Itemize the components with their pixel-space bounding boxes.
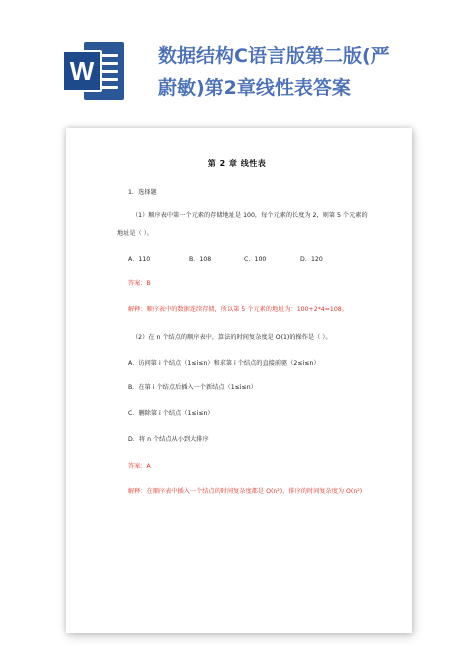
chapter-title: 第 2 章 线性表 bbox=[207, 159, 267, 168]
word-badge-letter: W bbox=[62, 50, 102, 92]
q1-explanation: 解释：顺序表中的数据连续存储，所以第 5 个元素的地址为：100+2*4=108。 bbox=[128, 306, 348, 313]
q1-option-a: A．110 bbox=[128, 256, 151, 263]
title-line-1: 数据结构C语言版第二版(严 bbox=[158, 45, 390, 67]
q1-option-d: D．120 bbox=[300, 256, 323, 263]
document-page bbox=[66, 128, 412, 633]
q2-text: （2）在 n 个结点的顺序表中，算法的时间复杂度是 O(1)的操作是（ ）。 bbox=[132, 334, 332, 341]
q1-answer: 答案：B bbox=[128, 280, 151, 287]
q2-option-b: B．在第 i 个结点后插入一个新结点（1≤i≤n） bbox=[128, 384, 257, 391]
q2-option-a: A．访问第 i 个结点（1≤i≤n）和求第 i 个结点的直接前驱（2≤i≤n） bbox=[128, 360, 320, 367]
q1-text-line-1: （1）顺序表中第一个元素的存储地址是 100，每个元素的长度为 2，则第 5 个元素的 bbox=[132, 212, 368, 219]
q1-text-line-2: 地址是（ ）。 bbox=[117, 230, 153, 237]
q2-option-c: C．删除第 i 个结点（1≤i≤n） bbox=[128, 410, 214, 417]
word-document-icon bbox=[62, 42, 126, 100]
q1-option-b: B．108 bbox=[189, 256, 212, 263]
q1-option-c: C．100 bbox=[244, 256, 267, 263]
title-line-2: 蔚敏)第2章线性表答案 bbox=[158, 77, 351, 99]
q2-answer: 答案：A bbox=[128, 463, 151, 470]
section-heading: 1．选择题 bbox=[128, 189, 157, 196]
q2-option-d: D．将 n 个结点从小到大排序 bbox=[128, 436, 209, 443]
document-title bbox=[158, 40, 458, 104]
q2-explanation: 解释：在顺序表中插入一个结点的时间复杂度都是 O(n²)，排序的时间复杂度为 O(n²) bbox=[128, 488, 363, 495]
